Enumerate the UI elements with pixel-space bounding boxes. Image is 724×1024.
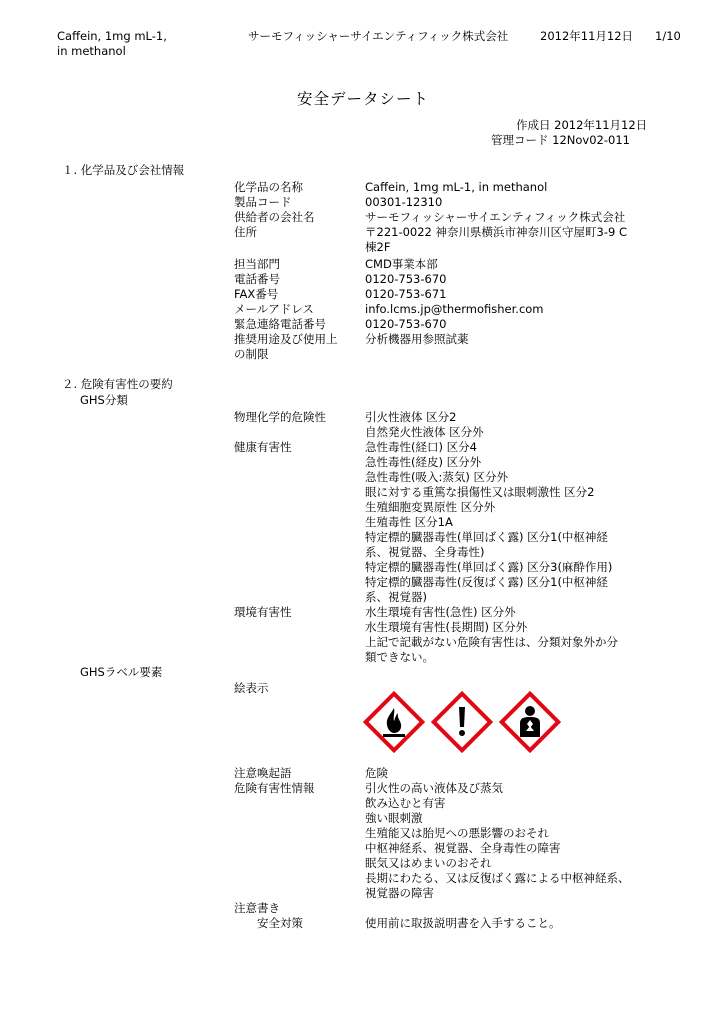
header-product-line1: Caffein, 1mg mL-1, xyxy=(57,29,167,43)
env-label: 環境有害性 xyxy=(234,605,292,619)
s1-label-department: 担当部門 xyxy=(234,257,280,271)
s1-label-code: 製品コード xyxy=(234,195,292,209)
s1-value-email[interactable]: info.lcms.jp@thermofisher.com xyxy=(365,302,544,316)
safety-measures-label: 安全対策 xyxy=(257,916,303,930)
signal-word: 危険 xyxy=(365,766,388,780)
hazard-item: 飲み込むと有害 xyxy=(365,796,446,810)
page-title: 安全データシート xyxy=(297,90,430,108)
hazard-item: 強い眼刺激 xyxy=(365,811,423,825)
env-list xyxy=(365,605,618,665)
health-list xyxy=(365,440,612,605)
health-item: 特定標的臓器毒性(単回ばく露) 区分1(中枢神経 xyxy=(365,530,608,544)
s1-label-use: 推奨用途及び使用上 xyxy=(234,332,338,346)
section1-heading: １. 化学品及び会社情報 xyxy=(62,163,185,177)
s1-label-email: メールアドレス xyxy=(234,302,314,316)
hazard-item: 生殖能又は胎児への悪影響のおそれ xyxy=(365,826,549,840)
health-label: 健康有害性 xyxy=(234,440,292,454)
health-item: 急性毒性(吸入:蒸気) 区分外 xyxy=(365,470,509,484)
header-product xyxy=(57,29,167,59)
health-hazard-icon xyxy=(498,690,562,754)
hazard-item: 視覚器の障害 xyxy=(365,886,434,900)
health-item: 特定標的臓器毒性(反復ばく露) 区分1(中枢神経 xyxy=(365,575,608,589)
s1-label-name: 化学品の名称 xyxy=(234,180,303,194)
physchem-item: 自然発火性液体 区分外 xyxy=(365,425,484,439)
env-item: 類できない。 xyxy=(365,650,434,664)
header-product-line2: in methanol xyxy=(57,44,126,58)
s1-value-use: 分析機器用参照試薬 xyxy=(365,332,469,346)
hazard-statement-label: 危険有害性情報 xyxy=(234,781,315,795)
health-item: 眼に対する重篤な損傷性又は眼刺激性 区分2 xyxy=(365,485,595,499)
header-date: 2012年11月12日 xyxy=(540,29,634,43)
ghs-label-elements: GHSラベル要素 xyxy=(80,665,163,679)
hazard-list xyxy=(365,781,630,901)
health-item: 生殖毒性 区分1A xyxy=(365,515,453,529)
s1-value-name: Caffein, 1mg mL-1, in methanol xyxy=(365,180,548,194)
s1-value-emergency: 0120-753-670 xyxy=(365,317,447,331)
env-item: 水生環境有害性(急性) 区分外 xyxy=(365,605,516,619)
physchem-item: 引火性液体 区分2 xyxy=(365,410,457,424)
s1-value-supplier: サーモフィッシャーサイエンティフィック株式会社 xyxy=(365,210,626,224)
s1-label-use-line2: の制限 xyxy=(234,347,269,361)
health-item: 急性毒性(経皮) 区分外 xyxy=(365,455,482,469)
s1-value-department: CMD事業本部 xyxy=(365,257,438,271)
header-page: 1/10 xyxy=(655,29,681,43)
physchem-list xyxy=(365,410,484,440)
s1-value-code: 00301-12310 xyxy=(365,195,443,209)
hazard-item: 中枢神経系、視覚器、全身毒性の障害 xyxy=(365,841,561,855)
hazard-item: 眠気又はめまいのおそれ xyxy=(365,856,492,870)
s1-label-fax: FAX番号 xyxy=(234,287,279,301)
flame-icon xyxy=(362,690,426,754)
created-date: 作成日 2012年11月12日 xyxy=(516,118,648,132)
s1-value-phone: 0120-753-670 xyxy=(365,272,447,286)
physchem-label: 物理化学的危険性 xyxy=(234,410,326,424)
section2-heading: ２. 危険有害性の要約 xyxy=(62,377,173,391)
s1-value-address: 〒221-0022 神奈川県横浜市神奈川区守屋町3-9 C xyxy=(365,225,627,239)
health-item: 系、視覚器) xyxy=(365,590,427,604)
precaution-label: 注意書き xyxy=(234,901,280,915)
header-company: サーモフィッシャーサイエンティフィック株式会社 xyxy=(248,29,509,43)
hazard-item: 引火性の高い液体及び蒸気 xyxy=(365,781,503,795)
signal-word-label: 注意喚起語 xyxy=(234,766,292,780)
env-item: 上記で記載がない危険有害性は、分類対象外か分 xyxy=(365,635,618,649)
exclamation-icon xyxy=(430,690,494,754)
health-item: 生殖細胞変異原性 区分外 xyxy=(365,500,496,514)
health-item: 特定標的臓器毒性(単回ばく露) 区分3(麻酔作用) xyxy=(365,560,613,574)
s1-label-address: 住所 xyxy=(234,225,257,239)
health-item: 急性毒性(経口) 区分4 xyxy=(365,440,477,454)
s1-label-phone: 電話番号 xyxy=(234,272,280,286)
s1-label-emergency: 緊急連絡電話番号 xyxy=(234,317,326,331)
s1-label-supplier: 供給者の会社名 xyxy=(234,210,315,224)
hazard-item: 長期にわたる、又は反復ばく露による中枢神経系、 xyxy=(365,871,630,885)
health-item: 系、視覚器、全身毒性) xyxy=(365,545,485,559)
safety-measures: 使用前に取扱説明書を入手すること。 xyxy=(365,916,561,930)
pictogram-label: 絵表示 xyxy=(234,681,269,695)
s1-value-address-line2: 棟2F xyxy=(365,240,391,254)
ghs-classification: GHS分類 xyxy=(80,393,128,407)
env-item: 水生環境有害性(長期間) 区分外 xyxy=(365,620,528,634)
s1-value-fax: 0120-753-671 xyxy=(365,287,447,301)
control-code: 管理コード 12Nov02-011 xyxy=(491,133,630,147)
